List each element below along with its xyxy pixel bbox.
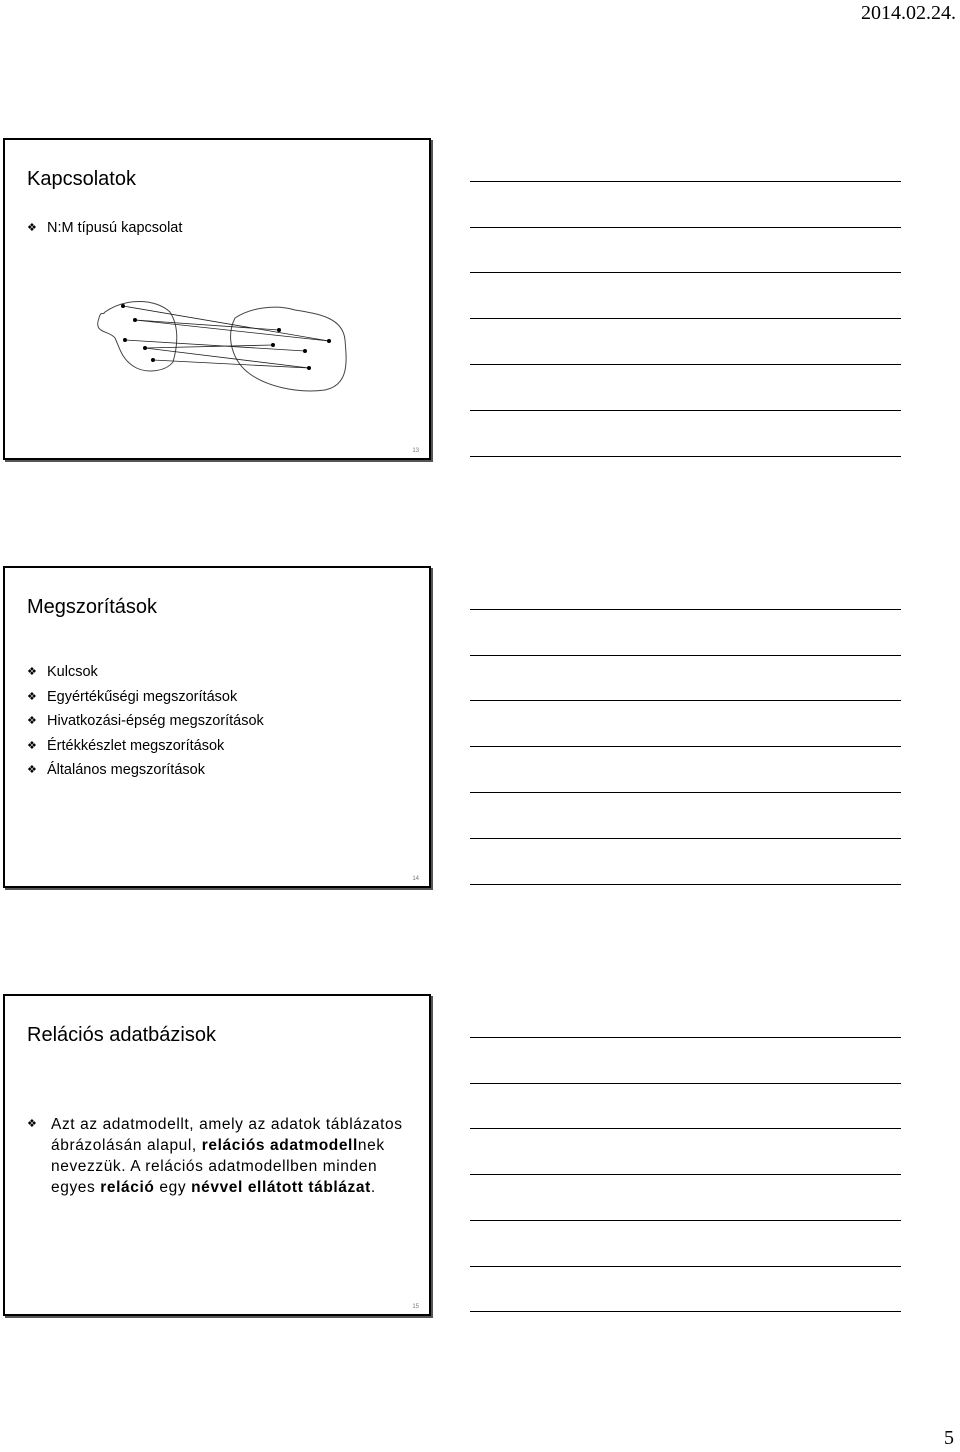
relation-line [135,320,329,341]
entity-point [327,339,331,343]
entity-point [303,349,307,353]
note-line [470,181,901,182]
entity-point [143,346,147,350]
entity-point [307,366,311,370]
entity-point [123,338,127,342]
note-line [470,838,901,839]
definition-paragraph: ❖ Azt az adatmodellt, amely az adatok táblázatos ábrázolásán alapul, relációs adatmodellnek nevezzük. A relációs adatmodellben minden egyes reláció egy névvel ellátott táblázat. [27,1116,403,1196]
entity-point [121,304,125,308]
diamond-bullet-icon: ❖ [27,715,37,727]
list-item: ❖ Egyértékűségi megszorítások [27,685,264,710]
entity-set-right-outline [231,307,346,391]
note-line [470,1174,901,1175]
note-line [470,1220,901,1221]
slide-title: Megszorítások [27,596,158,618]
note-line [470,1083,901,1084]
slide-number: 13 [412,448,419,454]
nm-relationship-diagram [85,290,355,400]
diamond-bullet-icon: ❖ [27,222,37,234]
note-line [470,272,901,273]
note-line [470,456,901,457]
note-line [470,700,901,701]
diamond-bullet-icon: ❖ [27,666,37,678]
entity-points [121,304,331,370]
bold-term: reláció [100,1179,155,1196]
note-line [470,1311,901,1312]
note-line [470,410,901,411]
note-line [470,655,901,656]
relation-line [153,360,309,368]
note-line [470,364,901,365]
note-line [470,1266,901,1267]
note-line [470,884,901,885]
entity-point [151,358,155,362]
note-line [470,1128,901,1129]
page-number: 5 [944,1427,954,1449]
slide-14 [3,566,431,888]
slide-number: 14 [412,876,419,882]
entity-point [277,328,281,332]
slide-15 [3,994,431,1316]
note-line [470,792,901,793]
bullet-list [27,660,264,783]
relation-line [123,306,329,341]
note-line [470,227,901,228]
list-item: ❖ N:M típusú kapcsolat [27,216,182,241]
bold-term: relációs adatmodell [201,1137,358,1154]
list-item: ❖ Kulcsok [27,660,264,685]
diamond-bullet-icon: ❖ [27,739,37,752]
slide-13 [3,138,431,460]
entity-point [271,343,275,347]
note-line [470,318,901,319]
note-line [470,746,901,747]
note-line [470,609,901,610]
bold-term: névvel ellátott táblázat [191,1179,371,1196]
page-date: 2014.02.24. [861,2,956,24]
list-item: ❖ Hivatkozási-épség megszorítások [27,709,264,734]
relation-line [125,340,305,351]
slide-title: Relációs adatbázisok [27,1024,216,1046]
bullet-list [27,216,182,241]
slide-number: 15 [412,1304,419,1310]
list-item: ❖ Általános megszorítások [27,758,264,783]
diamond-bullet-icon: ❖ [27,1118,38,1130]
note-line [470,1037,901,1038]
entity-point [133,318,137,322]
list-item: ❖ Értékkészlet megszorítások [27,734,264,759]
slide-title: Kapcsolatok [27,168,136,190]
diamond-bullet-icon: ❖ [27,690,37,703]
diamond-bullet-icon: ❖ [27,764,37,776]
